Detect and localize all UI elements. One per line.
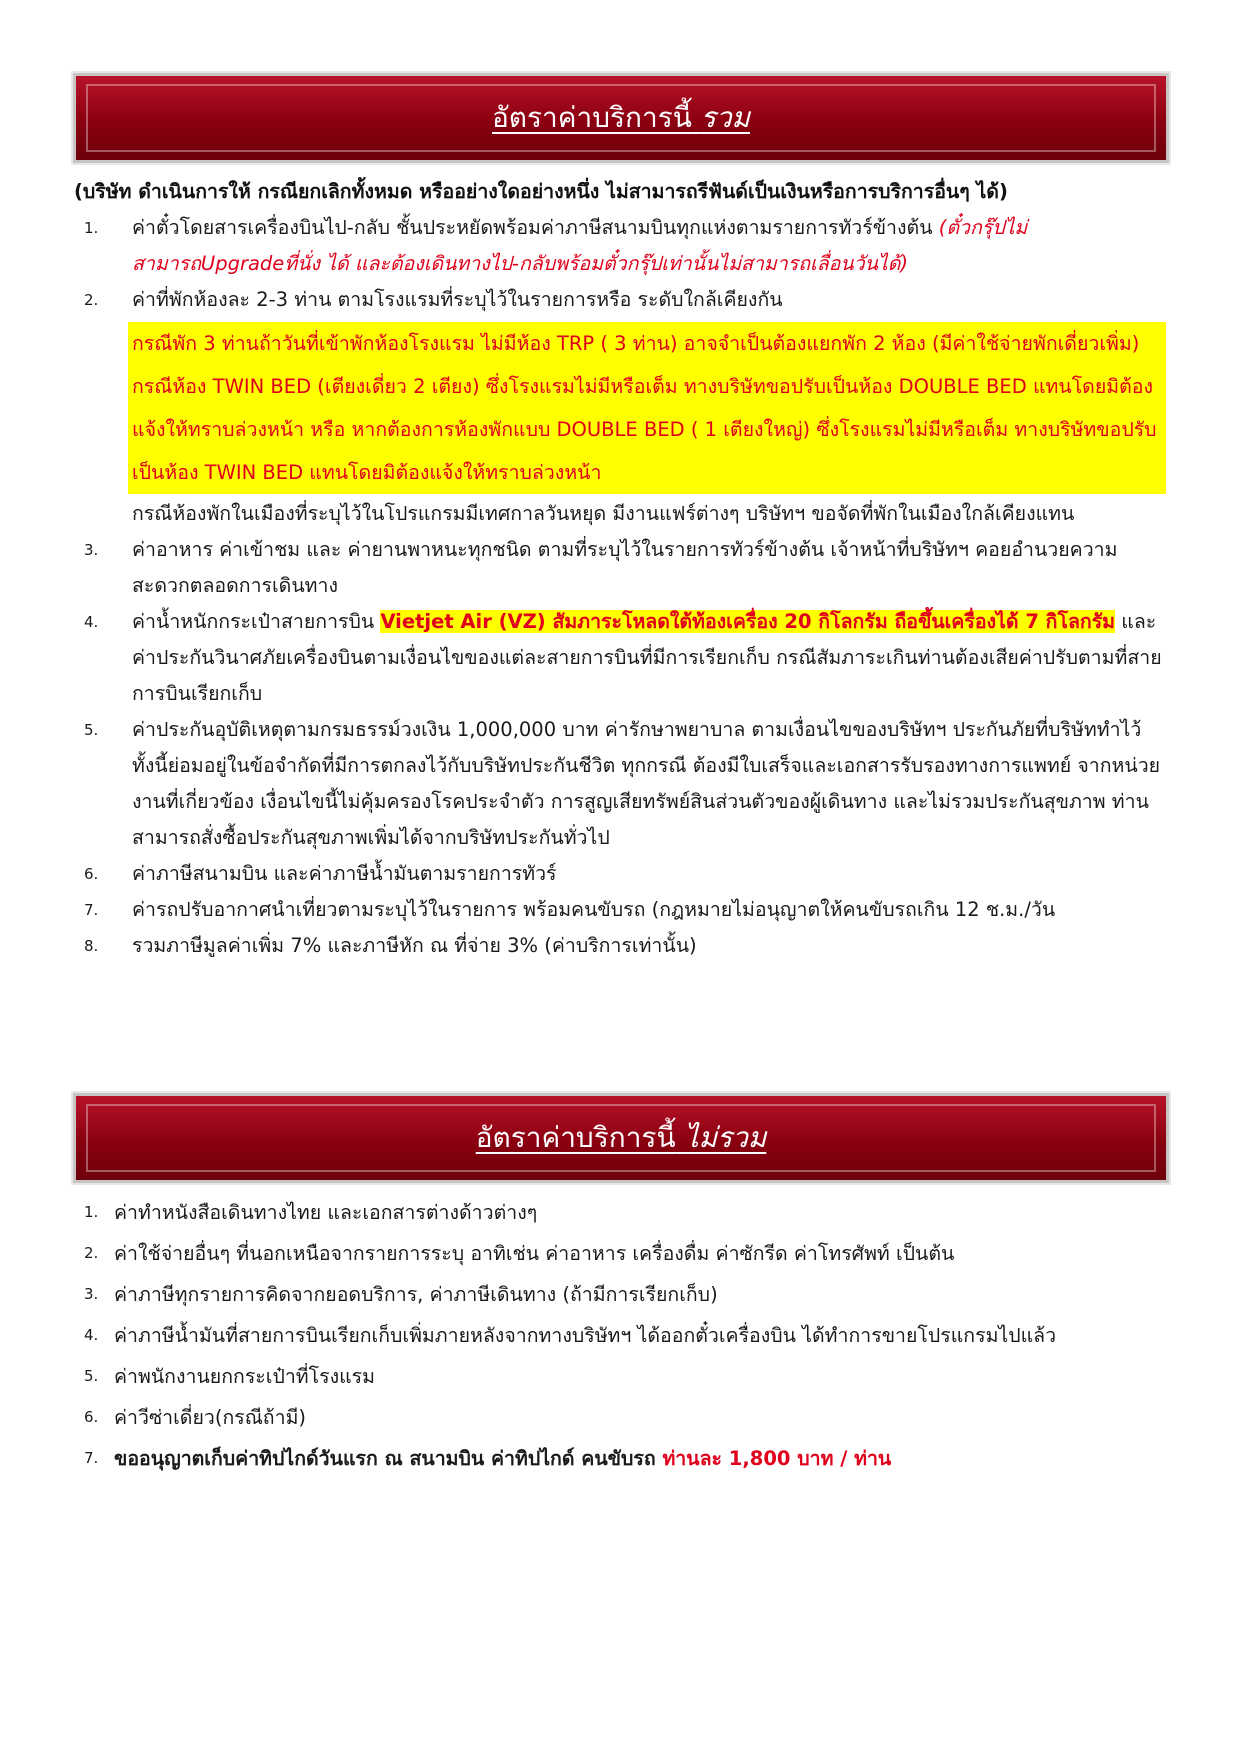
item-text: รวมภาษีมูลค่าเพิ่ม 7% และภาษีหัก ณ ที่จ่าย 3% (ค่าบริการเท่านั้น) xyxy=(132,934,697,957)
excluded-title-text: อัตราค่าบริการนี้ xyxy=(475,1121,676,1154)
list-item xyxy=(84,1233,1184,1274)
included-title-text: อัตราค่าบริการนี้ xyxy=(491,101,692,134)
list-item xyxy=(84,1356,1184,1397)
list-item xyxy=(84,928,1166,964)
item-number: 4. xyxy=(84,613,99,631)
list-item xyxy=(84,1274,1184,1315)
ticket-note: (ตั๋วกรุ๊ปไม่สามารถUpgradeที่นั่ง ได้ และต้องเดินทางไป-กลับพร้อมตั๋วกรุ๊ปเท่านั้นไม่สามารถเลื่อนวันได้) xyxy=(132,216,1028,275)
item-text: ค่าพนักงานยกกระเป๋าที่โรงแรม xyxy=(114,1365,375,1388)
item-number: 1. xyxy=(84,1203,99,1221)
list-item xyxy=(84,1397,1184,1438)
item-number: 5. xyxy=(84,1367,99,1385)
included-section-banner xyxy=(76,76,1166,160)
included-list xyxy=(84,210,1166,964)
item-number: 5. xyxy=(84,721,99,739)
item-text xyxy=(132,210,1166,282)
baggage-allowance-highlight: Vietjet Air (VZ) สัมภาระโหลดใต้ท้องเครื่อง 20 กิโลกรัม ถือขึ้นเครื่องได้ 7 กิโลกรัม xyxy=(380,610,1116,633)
list-item xyxy=(84,712,1166,856)
included-section-title xyxy=(492,96,750,140)
list-item xyxy=(84,856,1166,892)
tip-amount: ท่านละ 1,800 บาท / ท่าน xyxy=(662,1447,892,1470)
item-text: ค่าวีซ่าเดี่ยว(กรณีถ้ามี) xyxy=(114,1406,307,1429)
room-festival-note: กรณีห้องพักในเมืองที่ระบุไว้ในโปรแกรมมีเทศกาลวันหยุด มีงานแฟร์ต่างๆ บริษัทฯ ขอจัดที่พักในเมืองใกล้เคียงแทน xyxy=(132,502,1075,525)
item-text: ค่าภาษีทุกรายการคิดจากยอดบริการ, ค่าภาษีเดินทาง (ถ้ามีการเรียกเก็บ) xyxy=(114,1283,718,1306)
item-text: ค่าใช้จ่ายอื่นๆ ที่นอกเหนือจากรายการระบุ อาทิเช่น ค่าอาหาร เครื่องดื่ม ค่าซักรีด ค่าโทรศัพท์ เป็นต้น xyxy=(114,1242,955,1265)
excluded-section-title xyxy=(476,1116,767,1160)
item-number: 3. xyxy=(84,1285,99,1303)
item-text: ค่าภาษีสนามบิน และค่าภาษีน้ำมันตามรายการทัวร์ xyxy=(132,862,557,885)
item-number: 2. xyxy=(84,291,99,309)
list-item xyxy=(84,892,1166,928)
list-item xyxy=(84,532,1166,604)
included-title-emphasis: รวม xyxy=(700,101,750,134)
item-number: 1. xyxy=(84,219,99,237)
item-text: ค่ารถปรับอากาศนำเที่ยวตามระบุไว้ในรายการ พร้อมคนขับรถ (กฎหมายไม่อนุญาตให้คนขับรถเกิน 12 ช.ม./วัน xyxy=(132,898,1056,921)
item-number: 7. xyxy=(84,901,99,919)
item-number: 7. xyxy=(84,1449,99,1467)
excluded-list xyxy=(84,1192,1184,1479)
item-number: 8. xyxy=(84,937,99,955)
list-item xyxy=(84,282,1166,532)
item-number: 3. xyxy=(84,541,99,559)
item-text: ค่าประกันอุบัติเหตุตามกรมธรรม์วงเงิน 1,000,000 บาท ค่ารักษาพยาบาล ตามเงื่อนไขของบริษัทฯ ประกันภัยที่บริษัททำไว้ ทั้งนี้ย่อมอยู่ในข้อจำกัดที่มีการตกลงไว้กับบริษัทประกันชีวิต ทุกกรณี ต้องมีใบเสร็จและเอกสารรับรองทางการแพทย์ จากหน่วยงานที่เกี่ยวข้อง เงื่อนไขนี้ไม่คุ้มครองโรคประจำตัว การสูญเสียทรัพย์สินส่วนตัวของผู้เดินทาง และไม่รวมประกันสุขภาพ ท่านสามารถสั่งซื้อประกันสุขภาพเพิ่มได้จากบริษัทประกันทั่วไป xyxy=(132,718,1161,849)
list-item xyxy=(84,210,1166,282)
room-policy-highlight: กรณีพัก 3 ท่านถ้าวันที่เข้าพักห้องโรงแรม ไม่มีห้อง TRP ( 3 ท่าน) อาจจำเป็นต้องแยกพัก 2 ห้อง (มีค่าใช้จ่ายพักเดี่ยวเพิ่ม) กรณีห้อง TWIN BED (เตียงเดี่ยว 2 เตียง) ซึ่งโรงแรมไม่มีหรือเต็ม ทางบริษัทขอปรับเป็นห้อง DOUBLE BED แทนโดยมิต้องแจ้งให้ทราบล่วงหน้า หรือ หากต้องการห้องพักแบบ DOUBLE BED ( 1 เตียงใหญ่) ซึ่งโรงแรมไม่มีหรือเต็ม ทางบริษัทขอปรับเป็นห้อง TWIN BED แทนโดยมิต้องแจ้งให้ทราบล่วงหน้า xyxy=(128,322,1166,494)
tip-note: ขออนุญาตเก็บค่าทิปไกด์วันแรก ณ สนามบิน ค่าทิปไกด์ คนขับรถ xyxy=(114,1447,663,1470)
item-number: 2. xyxy=(84,1244,99,1262)
item-body: ค่าตั๋วโดยสารเครื่องบินไป-กลับ ชั้นประหยัดพร้อมค่าภาษีสนามบินทุกแห่งตามรายการทัวร์ข้างต้น xyxy=(132,216,939,239)
item-number: 6. xyxy=(84,865,99,883)
excluded-title-emphasis: ไม่รวม xyxy=(684,1121,767,1154)
list-item xyxy=(84,1192,1184,1233)
list-item xyxy=(84,604,1166,712)
item-text: ค่าภาษีน้ำมันที่สายการบินเรียกเก็บเพิ่มภายหลังจากทางบริษัทฯ ได้ออกตั๋วเครื่องบิน ได้ทำการขายโปรแกรมไปแล้ว xyxy=(114,1324,1057,1347)
item-text xyxy=(114,1438,1184,1479)
item-number: 4. xyxy=(84,1326,99,1344)
list-item xyxy=(84,1315,1184,1356)
list-item xyxy=(84,1438,1184,1479)
item-text xyxy=(132,282,1166,532)
item-text: ค่าทำหนังสือเดินทางไทย และเอกสารต่างด้าวต่างๆ xyxy=(114,1201,538,1224)
item-body: ค่าน้ำหนักกระเป๋าสายการบิน xyxy=(132,610,381,633)
item-number: 6. xyxy=(84,1408,99,1426)
item-body: ค่าที่พักห้องละ 2-3 ท่าน ตามโรงแรมที่ระบุไว้ในรายการหรือ ระดับใกล้เคียงกัน xyxy=(132,288,783,311)
item-body-tail: และค่าประกันวินาศภัยเครื่องบินตามเงื่อนไขของแต่ละสายการบินที่มีการเรียกเก็บ กรณีสัมภาระเกินท่านต้องเสียค่าปรับตามที่สายการบินเรียกเก็บ xyxy=(132,610,1162,705)
excluded-section-banner xyxy=(76,1096,1166,1180)
refund-notice: (บริษัท ดำเนินการให้ กรณียกเลิกทั้งหมด หรืออย่างใดอย่างหนึ่ง ไม่สามารถรีฟันด์เป็นเงินหรือการบริการอื่นๆ ได้) xyxy=(74,180,1008,203)
item-text xyxy=(132,604,1166,712)
item-text: ค่าอาหาร ค่าเข้าชม และ ค่ายานพาหนะทุกชนิด ตามที่ระบุไว้ในรายการทัวร์ข้างต้น เจ้าหน้าที่บริษัทฯ คอยอำนวยความสะดวกตลอดการเดินทาง xyxy=(132,538,1118,597)
